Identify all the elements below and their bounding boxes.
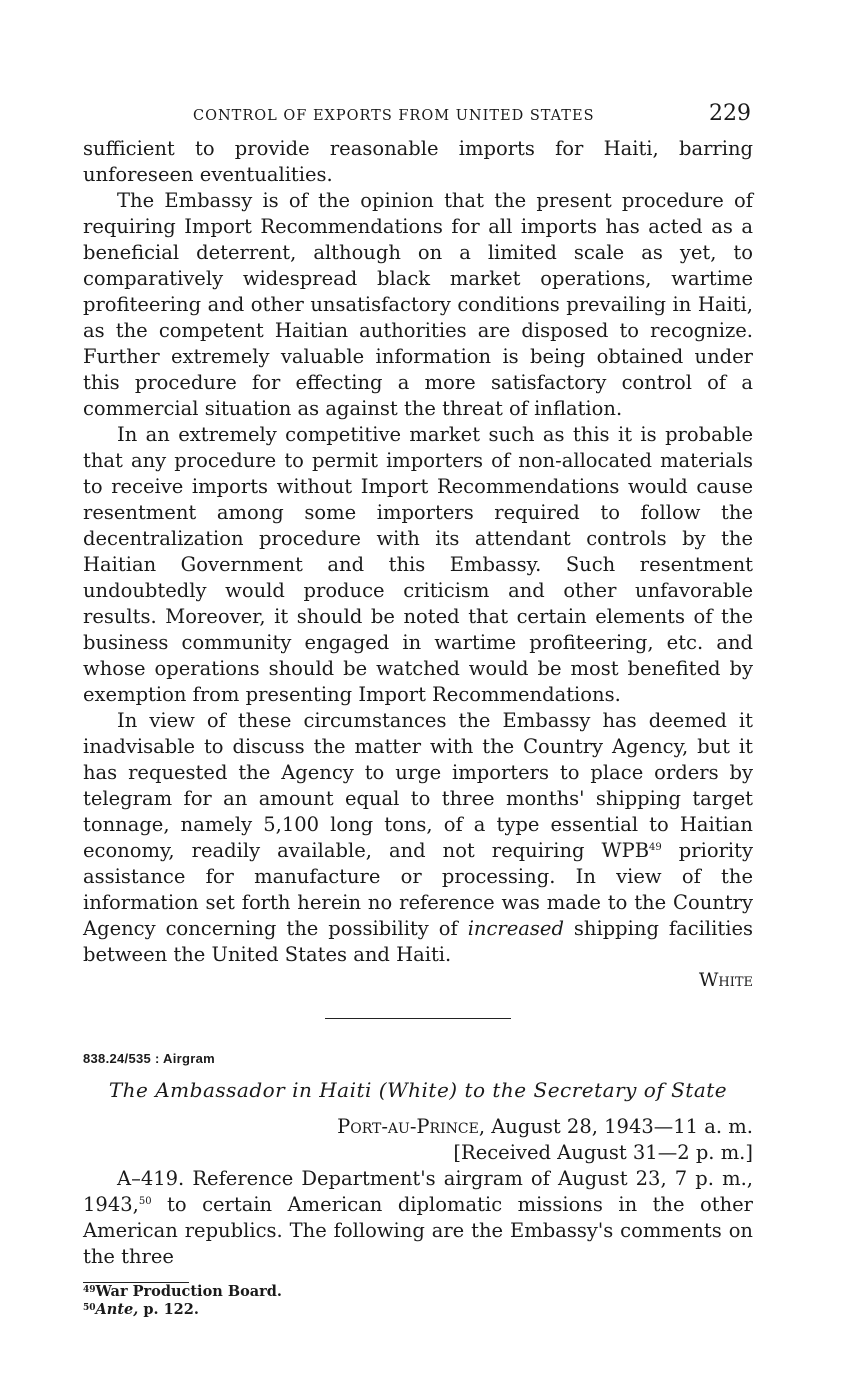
footnote-ref-49[interactable]: 49 xyxy=(649,842,662,853)
paragraph-text: shipping facilities between the United States and Haiti. xyxy=(83,917,753,966)
paragraph-embassy-opinion: The Embassy is of the opinion that the present procedure of requiring Import Recommendations for all imports has acted as a beneficial deterrent, although on a limited scale as yet, to comparatively widespread black market operations, wartime profiteering and other unsatisfactory conditions prevailing in Haiti, as the competent Haitian authorities are disposed to recognize. Further extremely valuable information is being obtained under this procedure for effecting a more satisfactory control of a commercial situation as against the threat of inflation. xyxy=(83,189,753,420)
running-title: CONTROL OF EXPORTS FROM UNITED STATES xyxy=(193,108,595,124)
received-line: [Received August 31—2 p. m.] xyxy=(453,1141,753,1164)
document-page xyxy=(83,100,753,1319)
paragraph-airgram-body xyxy=(83,1166,753,1270)
document-number: 838.24/535 : Airgram xyxy=(83,1051,215,1066)
section-divider xyxy=(325,1018,511,1019)
footnote-ref-50[interactable]: 50 xyxy=(138,1196,152,1207)
paragraph-text: priority assistance for manufacture or processing. In view of the information set forth herein no reference was made to the Country Agency concerning the possibility of xyxy=(83,839,753,940)
footnote-italic: Ante, xyxy=(95,1301,139,1318)
document-heading: The Ambassador in Haiti (White) to the Secretary of State xyxy=(108,1078,728,1102)
footnote-mark: 49 xyxy=(83,1285,96,1295)
paragraph-circumstances xyxy=(83,708,753,968)
signature: White xyxy=(698,969,753,991)
dateline-place: Port-au-Prince xyxy=(337,1115,479,1138)
footnote-mark: 50 xyxy=(83,1303,96,1313)
footnote-49 xyxy=(83,1283,753,1301)
paragraph-text: A–419. Reference Department's airgram of August 23, 7 p. m., 1943, xyxy=(83,1167,753,1216)
dateline xyxy=(83,1114,753,1166)
paragraph-text: In view of these circumstances the Embassy has deemed it inadvisable to discuss the matter with the Country Agency, but it has requested the Agency to urge importers to place orders by telegram for an amount equal to three months' shipping target tonnage, namely 5,100 long tons, of a type essential to Haitian economy, readily available, and not requiring WPB xyxy=(83,709,753,862)
footnote-text: War Production Board. xyxy=(95,1283,282,1300)
running-head xyxy=(83,100,753,136)
italic-text: increased xyxy=(467,917,564,940)
dateline-date: , August 28, 1943—11 a. m. xyxy=(478,1115,753,1138)
footnote-50 xyxy=(83,1301,753,1319)
paragraph-text: to certain American diplomatic missions in the other American republics. The following are the Embassy's comments on the three xyxy=(83,1193,753,1268)
footnote-text: p. 122. xyxy=(138,1301,199,1318)
page-number: 229 xyxy=(709,101,751,126)
paragraph-continuation: sufficient to provide reasonable imports for Haiti, barring unforeseen eventualities. xyxy=(83,137,753,186)
paragraph-competitive-market: In an extremely competitive market such as this it is probable that any procedure to permit importers of non-allocated materials to receive imports without Import Recommendations would cause resentment among some importers required to follow the decentralization procedure with its attendant controls by the Haitian Government and this Embassy. Such resentment undoubtedly would produce criticism and other unfavorable results. Moreover, it should be noted that certain elements of the business community engaged in wartime profiteering, etc. and whose operations should be watched would be most benefited by exemption from presenting Import Recommendations. xyxy=(83,423,753,706)
